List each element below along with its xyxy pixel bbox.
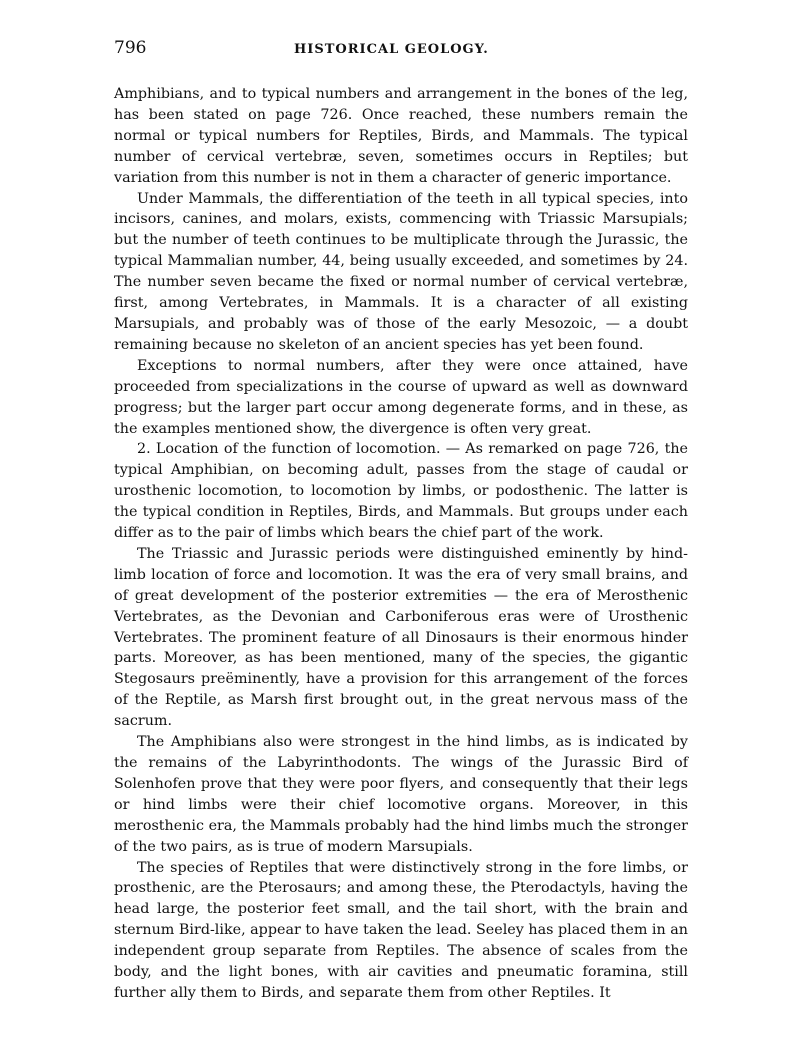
paragraph-7: The species of Reptiles that were distinctively strong in the fore limbs, or prosthenic, are the Pterosaurs; and among these, the Pterodactyls, having the head large, the posterior feet small, and the tail short, with the brain and sternum Bird-like, appear to have taken the lead. Seeley has placed them in an independent group separate from Reptiles. The absence of scales from the body, and the light bones, with air cavities and pneumatic foramina, still further ally them to Birds, and separate them from other Reptiles. It	[114, 859, 688, 1001]
body-text	[114, 84, 688, 1004]
paragraph-4: 2. Location of the function of locomotion. — As remarked on page 726, the typical Amphibian, on becoming adult, passes from the stage of caudal or urosthenic locomotion, to locomotion by limbs, or podosthenic. The latter is the typical condition in Reptiles, Birds, and Mammals. But groups under each differ as to the pair of limbs which bears the chief part of the work.	[114, 441, 688, 542]
paragraph-2: Under Mammals, the differentiation of the teeth in all typical species, into incisors, canines, and molars, exists, commencing with Triassic Marsupials; but the number of teeth continues to be multiplicate through the Jurassic, the typical Mammalian number, 44, being usually exceeded, and sometimes by 24. The number seven became the fixed or normal number of cervical vertebræ, first, among Vertebrates, in Mammals. It is a character of all existing Marsupials, and probably was of those of the early Mesozoic, — a doubt remaining because no skeleton of an ancient species has yet been found.	[114, 190, 688, 353]
paragraph-6: The Amphibians also were strongest in the hind limbs, as is indicated by the remains of the Labyrinthodonts. The wings of the Jurassic Bird of Solenhofen prove that they were poor flyers, and consequently that their legs or hind limbs were their chief locomotive organs. Moreover, in this merosthenic era, the Mammals probably had the hind limbs much the stronger of the two pairs, as is true of modern Marsupials.	[114, 734, 688, 855]
running-head	[114, 38, 688, 64]
paragraph-1: Amphibians, and to typical numbers and arrangement in the bones of the leg, has been stated on page 726. Once reached, these numbers remain the normal or typical numbers for Reptiles, Birds, and Mammals. The typical number of cervical vertebræ, seven, sometimes occurs in Reptiles; but variation from this number is not in them a character of generic importance.	[114, 86, 688, 186]
page-number: 796	[114, 38, 147, 58]
paragraph-5: The Triassic and Jurassic periods were distinguished eminently by hind-limb location of force and locomotion. It was the era of very small brains, and of great development of the posterior extremities — the era of Merosthenic Vertebrates, as the Devonian and Carboniferous eras were of Urosthenic Vertebrates. The prominent feature of all Dinosaurs is their enormous hinder parts. Moreover, as has been mentioned, many of the species, the gigantic Stegosaurs preëminently, have a provision for this arrangement of the forces of the Reptile, as Marsh first brought out, in the great nervous mass of the sacrum.	[114, 545, 688, 730]
running-title: HISTORICAL GEOLOGY.	[294, 42, 489, 57]
paragraph-3: Exceptions to normal numbers, after they were once attained, have proceeded from specializations in the course of upward as well as downward progress; but the larger part occur among degenerate forms, and in these, as the examples mentioned show, the divergence is often very great.	[114, 357, 688, 437]
